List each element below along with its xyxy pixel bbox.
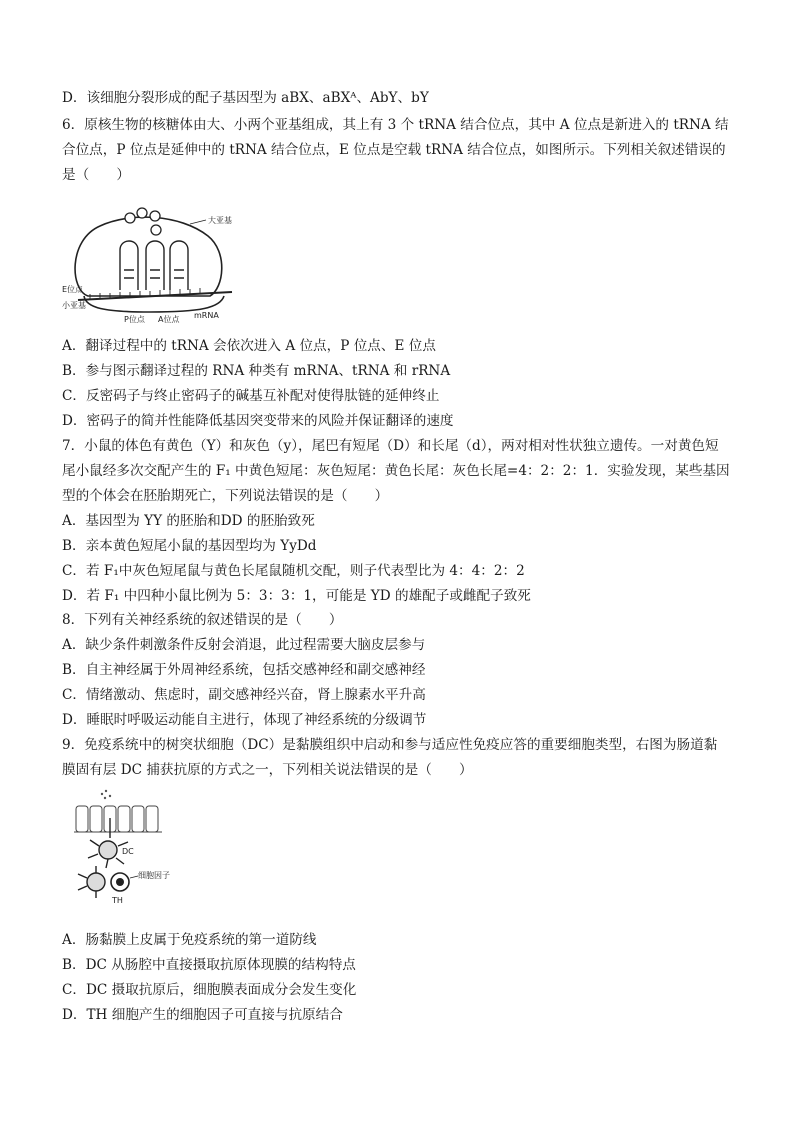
q6-stem-line-2: 合位点，P 位点是延伸中的 tRNA 结合位点，E 位点是空载 tRNA 结合位点，如图所示。下列相关叙述错误的	[62, 142, 726, 158]
q6-option-a: A．翻译过程中的 tRNA 会依次进入 A 位点，P 位点、E 位点	[62, 338, 436, 354]
large-subunit-label: 大亚基	[208, 216, 232, 225]
th-label: TH	[112, 896, 123, 905]
q8-option-a: A．缺少条件刺激条件反射会消退，此过程需要大脑皮层参与	[62, 637, 426, 653]
q6-stem-line-3: 是（ ）	[62, 167, 130, 183]
q9-stem-line-1: 9．免疫系统中的树突状细胞（DC）是黏膜组织中启动和参与适应性免疫应答的重要细胞类型，右图为肠道黏	[62, 737, 718, 753]
q7-stem-line-2: 尾小鼠经多次交配产生的 F₁ 中黄色短尾：灰色短尾：黄色长尾：灰色长尾=4：2：2：1．实验发现，某些基因	[62, 463, 730, 479]
a-site-label: A位点	[158, 315, 180, 324]
q7-stem-line-1: 7．小鼠的体色有黄色（Y）和灰色（y），尾巴有短尾（D）和长尾（d），两对相对性状独立遗传。一对黄色短	[62, 438, 719, 454]
q8-option-c: C．情绪激动、焦虑时，副交感神经兴奋，肾上腺素水平升高	[62, 687, 426, 703]
q9-option-a: A．肠黏膜上皮属于免疫系统的第一道防线	[62, 932, 317, 948]
mrna-label: mRNA	[194, 311, 219, 320]
q8-option-b: B．自主神经属于外周神经系统，包括交感神经和副交感神经	[62, 662, 426, 678]
q8-option-d: D．睡眠时呼吸运动能自主进行，体现了神经系统的分级调节	[62, 712, 427, 728]
dc-label: DC	[122, 847, 134, 856]
q8-stem: 8．下列有关神经系统的叙述错误的是（ ）	[62, 612, 343, 628]
q9-option-b: B．DC 从肠腔中直接摄取抗原体现膜的结构特点	[62, 957, 356, 973]
q7-stem-line-3: 型的个体会在胚胎期死亡，下列说法错误的是（ ）	[62, 488, 389, 504]
q7-option-c: C．若 F₁中灰色短尾鼠与黄色长尾鼠随机交配，则子代表型比为 4：4：2：2	[62, 563, 525, 579]
e-site-label: E位点	[62, 285, 84, 294]
cytokine-label: 细胞因子	[138, 871, 170, 880]
ribosome-figure	[60, 200, 250, 325]
q6-option-d: D．密码子的简并性能降低基因突变带来的风险并保证翻译的速度	[62, 413, 454, 429]
q7-option-b: B．亲本黄色短尾小鼠的基因型均为 YyDd	[62, 538, 317, 554]
q7-option-d: D．若 F₁ 中四种小鼠比例为 5：3：3：1，可能是 YD 的雄配子或雌配子致死	[62, 588, 531, 604]
q6-stem-line-1: 6．原核生物的核糖体由大、小两个亚基组成，其上有 3 个 tRNA 结合位点，其中 A 位点是新进入的 tRNA 结	[62, 117, 729, 133]
q6-option-b: B．参与图示翻译过程的 RNA 种类有 mRNA、tRNA 和 rRNA	[62, 363, 451, 379]
p-site-label: P位点	[124, 315, 145, 324]
q9-option-c: C．DC 摄取抗原后，细胞膜表面成分会发生变化	[62, 982, 357, 998]
q6-option-c: C．反密码子与终止密码子的碱基互补配对使得肽链的延伸终止	[62, 388, 440, 404]
q9-stem-line-2: 膜固有层 DC 捕获抗原的方式之一，下列相关说法错误的是（ ）	[62, 762, 473, 778]
small-subunit-label: 小亚基	[62, 301, 86, 310]
q5-option-d: D．该细胞分裂形成的配子基因型为 aBX、aBXᴬ、AbY、bY	[62, 90, 429, 106]
q9-option-d: D．TH 细胞产生的细胞因子可直接与抗原结合	[62, 1007, 343, 1023]
dendritic-cell-figure	[72, 788, 177, 910]
q7-option-a: A．基因型为 YY 的胚胎和DD 的胚胎致死	[62, 513, 315, 529]
